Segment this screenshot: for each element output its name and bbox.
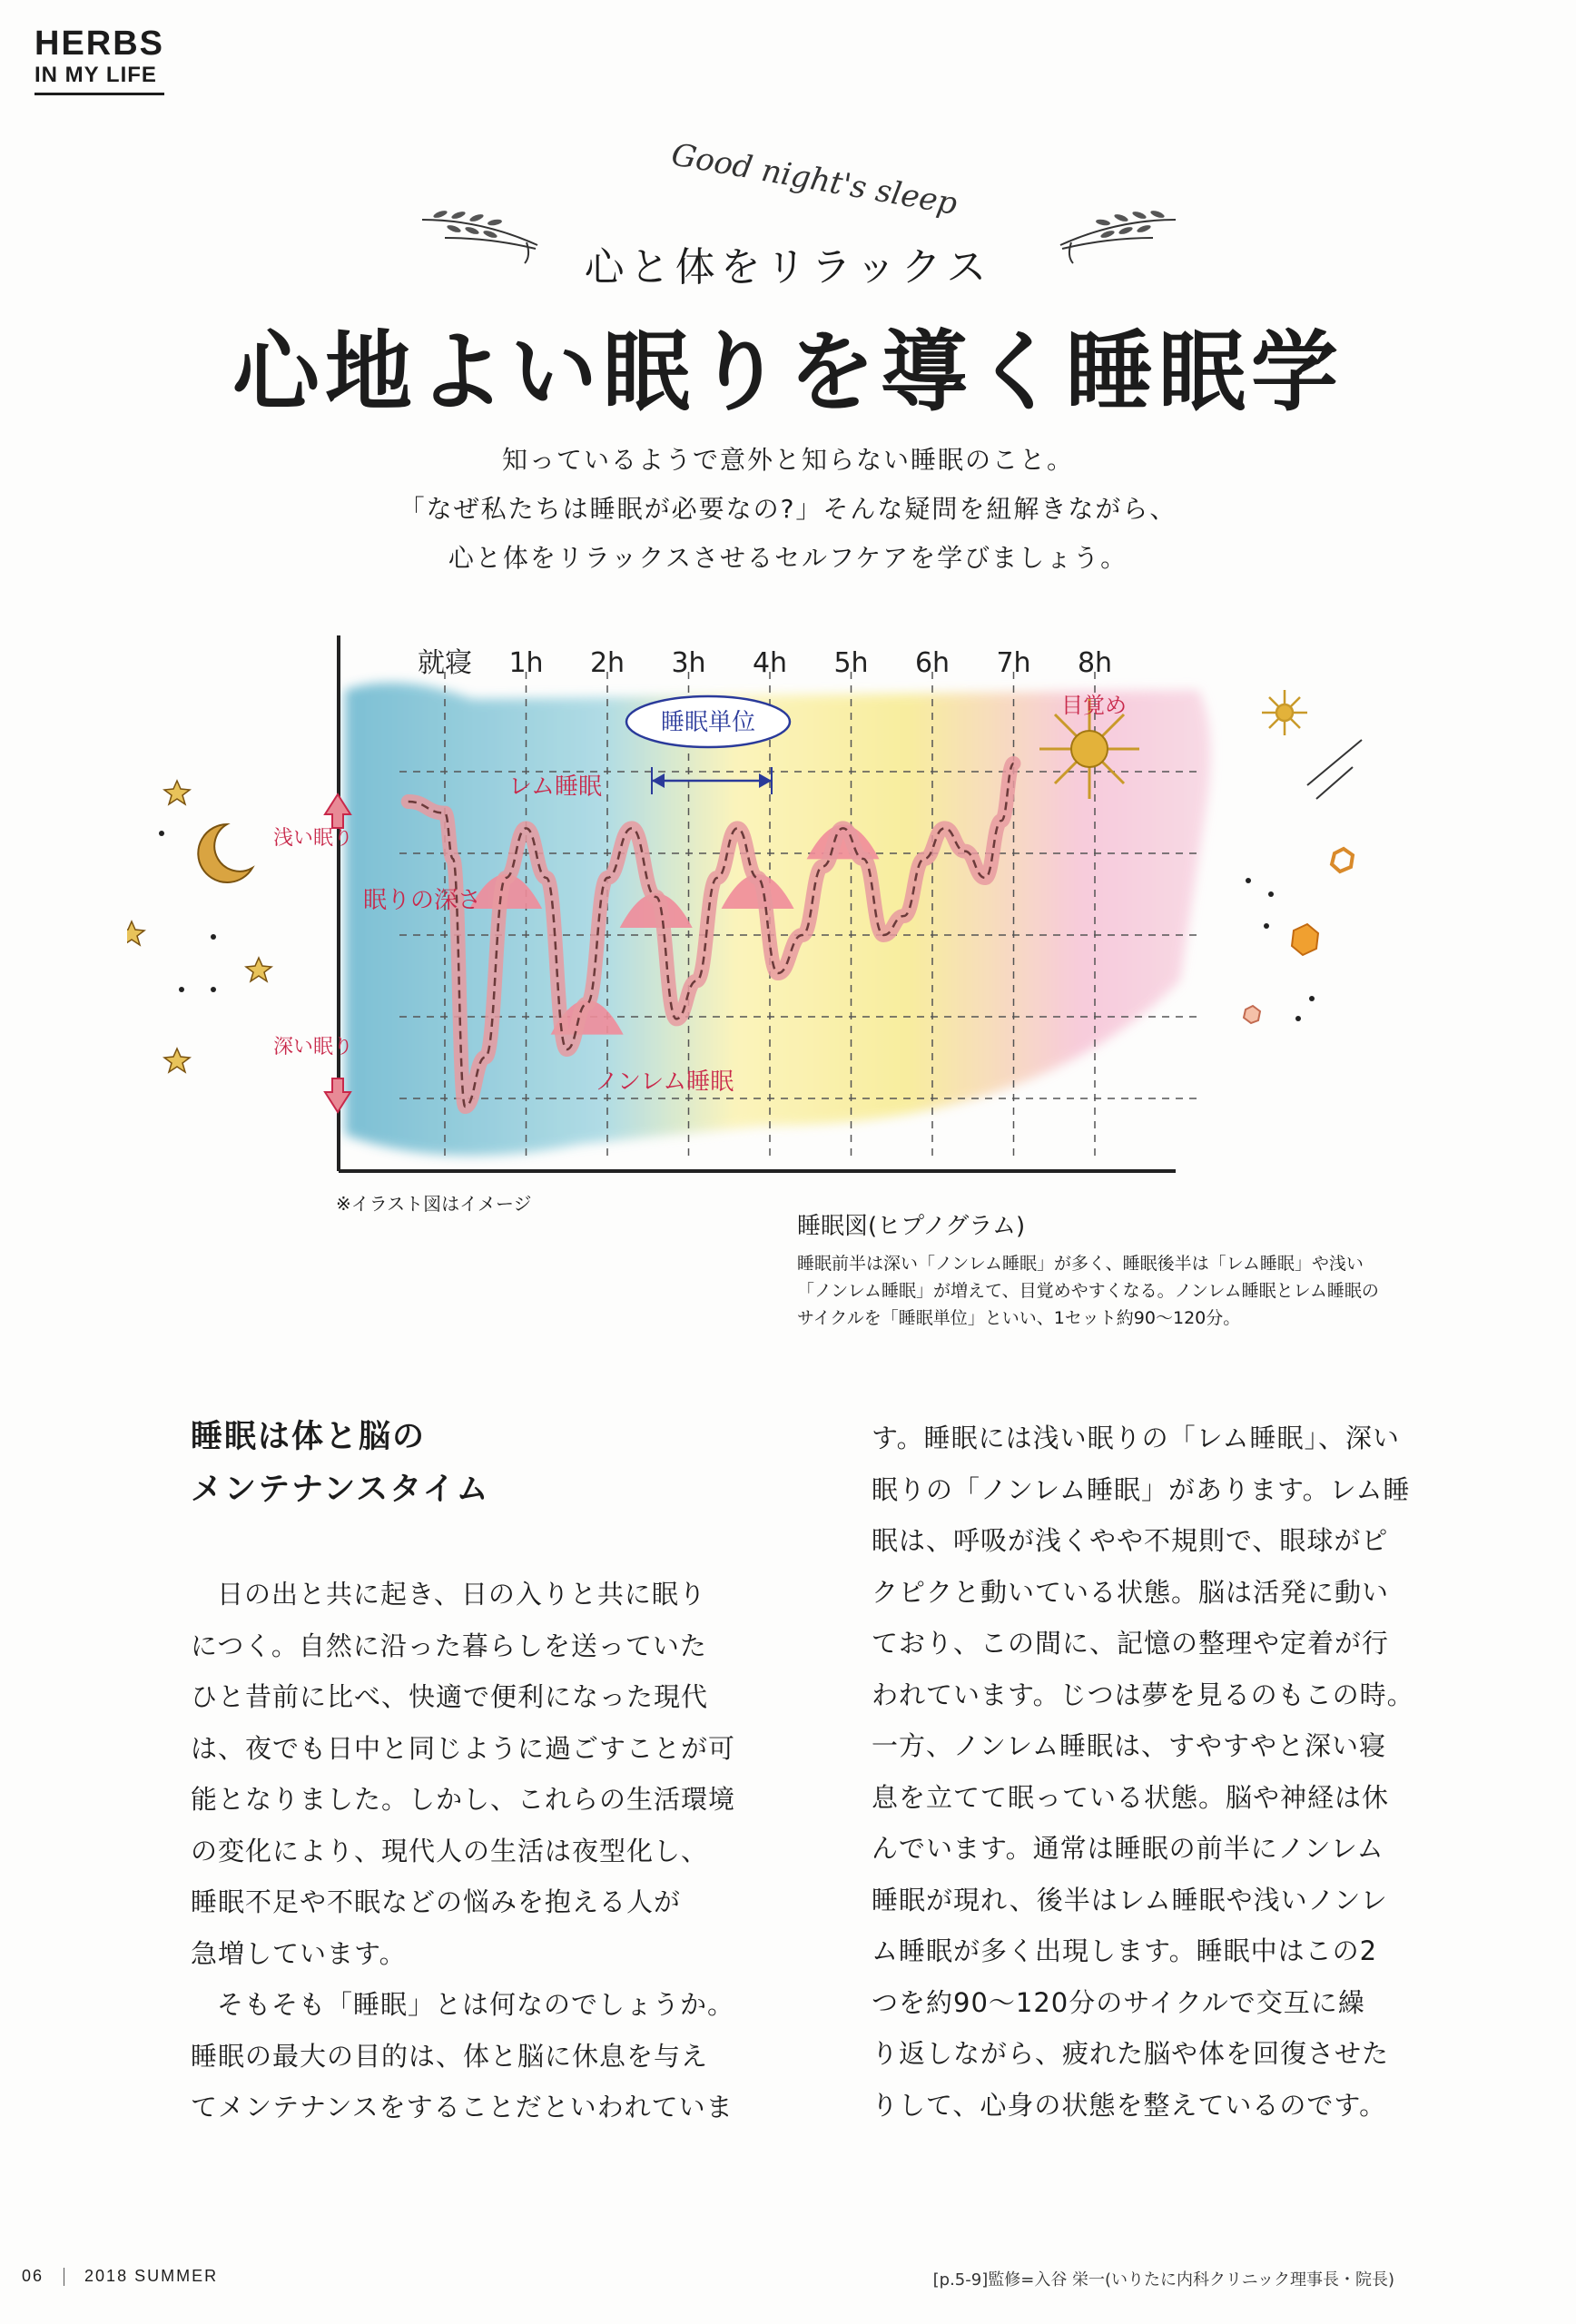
- text-line: ており、この間に、記憶の整理や定着が行: [872, 1628, 1390, 1659]
- text-line: ひと昔前に比べ、快適で便利になった現代: [191, 1681, 709, 1712]
- text-line: 睡眠の最大の目的は、体と脳に休息を与え: [191, 2040, 709, 2072]
- x-tick-label: 就寝: [418, 647, 472, 679]
- caption-body: [797, 1250, 1451, 1332]
- x-tick-label: 1h: [508, 647, 544, 679]
- footer-credit: [p.5-9]監修=入谷 栄一(いりたに内科クリニック理事長・院長): [932, 2270, 1394, 2290]
- sparkle-icon: [1262, 690, 1307, 735]
- section-heading: [191, 1411, 490, 1516]
- text-line: 急増しています。: [191, 1937, 407, 1969]
- lead-text: [0, 436, 1576, 583]
- caption-title: 睡眠図(ヒプノグラム): [797, 1213, 1026, 1240]
- star-icon: [127, 781, 271, 1072]
- x-tick-label: 6h: [914, 647, 951, 679]
- nonrem-label: ノンレム睡眠: [595, 1068, 734, 1096]
- text-line: んでいます。通常は睡眠の前半にノンレム: [872, 1833, 1384, 1864]
- x-tick-label: 4h: [752, 647, 788, 679]
- text-line: ム睡眠が多く出現します。睡眠中はこの2: [872, 1935, 1378, 1966]
- script-title: Good night's sleep: [668, 136, 960, 223]
- text-line: 能となりました。しかし、これらの生活環境: [191, 1784, 736, 1815]
- text-line: につく。自然に沿った暮らしを送っていた: [191, 1630, 707, 1661]
- issue-label: 2018 SUMMER: [84, 2267, 219, 2285]
- x-tick-label: 5h: [833, 647, 869, 679]
- body-column-right: [872, 1413, 1416, 2131]
- lead-line: 知っているようで意外と知らない睡眠のこと。: [501, 445, 1074, 475]
- hexagon-icon: [1244, 849, 1353, 1023]
- x-tick-label: 7h: [996, 647, 1031, 679]
- x-tick-labels: [418, 647, 1112, 679]
- body-column-left: [191, 1569, 735, 2133]
- logo-line1: HERBS: [34, 25, 165, 63]
- text-line: 睡眠が現れ、後半はレム睡眠や浅いノンレ: [872, 1884, 1388, 1915]
- hypnogram-chart: [127, 617, 1453, 1189]
- text-line: 息を立てて眠っている状態。脳や神経は休: [872, 1781, 1390, 1813]
- caption-line: 睡眠前半は深い「ノンレム睡眠」が多く、睡眠後半は「レム睡眠」や浅い: [797, 1254, 1364, 1274]
- lead-line: 「なぜ私たちは睡眠が必要なの?」そんな疑問を紐解きながら、: [399, 494, 1177, 524]
- magazine-logo: [34, 25, 164, 95]
- logo-line2: IN MY LIFE: [34, 62, 164, 95]
- moon-icon: [198, 824, 252, 882]
- text-line: の変化により、現代人の生活は夜型化し、: [191, 1835, 709, 1866]
- lead-line: 心と体をリラックスさせるセルフケアを学びましょう。: [448, 543, 1128, 573]
- text-line: 眠は、呼吸が浅くやや不規則で、眼球がピ: [872, 1525, 1389, 1556]
- text-line: 一方、ノンレム睡眠は、すやすやと深い寝: [872, 1730, 1386, 1761]
- x-tick-label: 2h: [589, 647, 625, 679]
- text-line: クピクと動いている状態。脳は活発に動い: [872, 1576, 1390, 1608]
- caption-line: 「ノンレム睡眠」が増えて、目覚めやすくなる。ノンレム睡眠とレム睡眠の: [797, 1281, 1379, 1301]
- subtitle: 心と体をリラックス: [584, 244, 992, 290]
- caption-line: サイクルを「睡眠単位」といい、1セット約90〜120分。: [797, 1308, 1241, 1328]
- text-line: りして、心身の状態を整えているのです。: [872, 2089, 1387, 2121]
- section-heading-line: 睡眠は体と脳の: [191, 1419, 427, 1455]
- y-bottom-label: 深い眠り: [272, 1036, 354, 1059]
- illustration-note: ※イラスト図はイメージ: [336, 1193, 532, 1215]
- text-line: は、夜でも日中と同じように過ごすことが可: [191, 1732, 736, 1764]
- text-line: つを約90〜120分のサイクルで交互に繰: [872, 1986, 1365, 2018]
- page-number: 06: [22, 2267, 44, 2285]
- paragraph: [191, 1569, 735, 1979]
- paragraph: [191, 1979, 735, 2133]
- text-line: り返しながら、疲れた脳や体を回復させた: [872, 2038, 1390, 2069]
- text-line: 眠りの「ノンレム睡眠」があります。レム睡: [872, 1473, 1411, 1505]
- footer-page-info: [22, 2267, 218, 2286]
- text-line: 睡眠不足や不眠などの悩みを抱える人が: [191, 1886, 682, 1917]
- text-line: そもそも「睡眠」とは何なのでしょうか。: [217, 1989, 735, 2020]
- text-line: す。睡眠には浅い眠りの「レム睡眠」、深い: [872, 1423, 1401, 1453]
- x-tick-label: 8h: [1077, 647, 1113, 679]
- wake-label: 目覚め: [1061, 693, 1127, 718]
- y-axis-title: 眠りの深さ: [362, 887, 482, 914]
- y-top-label: 浅い眠り: [272, 827, 354, 850]
- rem-label: レム睡眠: [508, 773, 602, 801]
- chart-caption: [797, 1207, 1451, 1332]
- text-line: 日の出と共に起き、日の入りと共に眠り: [217, 1579, 706, 1610]
- text-line: われています。じつは夢を見るのもこの時。: [872, 1679, 1414, 1710]
- text-line: てメンテナンスをすることだといわれていま: [191, 2092, 734, 2122]
- cycle-label: 睡眠単位: [660, 709, 756, 736]
- x-tick-label: 3h: [671, 647, 706, 679]
- page-title: 心地よい眠りを導く睡眠学: [232, 320, 1344, 423]
- shooting-star-icon: [1307, 740, 1362, 799]
- section-heading-line: メンテナンスタイム: [191, 1472, 490, 1508]
